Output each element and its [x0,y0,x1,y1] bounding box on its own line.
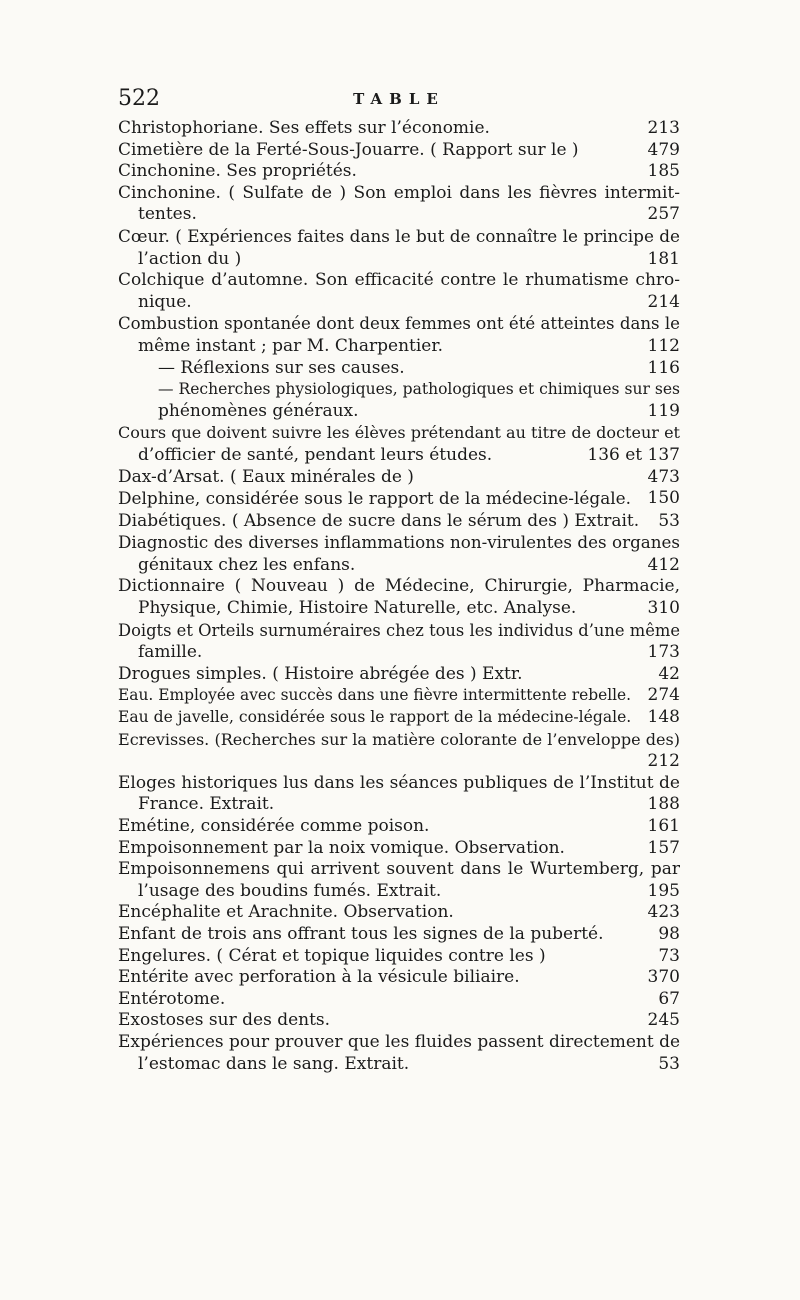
entry-line [118,204,680,226]
index-entry [118,773,680,816]
index-entry [118,313,680,357]
page-reference: 257 [647,204,680,225]
entry-line [118,751,680,773]
entry-line [118,838,680,860]
index-entry [118,183,680,226]
index-entry [118,270,680,313]
entry-text: Eau. Employée avec succès dans une fièvre intermittente rebelle. [118,686,632,705]
entry-text: Engelures. ( Cérat et topique liquides contre les ) [118,945,546,966]
index-entry [118,422,680,466]
entry-text: Physique, Chimie, Histoire Naturelle, etc. Analyse. [138,598,577,619]
entry-text: — Recherches physiologiques, pathologiques et chimiques sur ses [158,380,680,399]
index-entry [118,946,680,968]
page-reference: 53 [658,510,680,531]
entry-line [118,313,680,336]
entry-line [118,140,680,162]
entry-text: Cinchonine. ( Sulfate de ) Son emploi dans les fièvres intermit- [118,182,680,203]
entry-line [118,488,680,511]
entry-text: l’action du ) [138,248,242,269]
entry-line [118,967,680,989]
entry-text: Expériences pour prouver que les fluides passent directement de [118,1031,680,1052]
entry-text: Emétine, considérée comme poison. [118,816,430,836]
page-number: 522 [118,86,160,111]
entry-text: Colchique d’automne. Son efficacité contre le rhumatisme chro- [118,270,680,291]
page-reference: 213 [647,118,680,138]
entry-text: Cimetière de la Ferté-Sous-Jouarre. ( Rapport sur le ) [118,139,579,160]
page-reference: 98 [658,923,680,944]
entry-line [118,924,680,946]
entry-line [118,336,680,358]
page-reference: 195 [647,880,680,901]
index-entry [118,707,680,729]
entry-text: tentes. [138,204,197,225]
page-reference: 181 [647,248,680,269]
entry-line [118,946,680,968]
page-reference: 479 [647,139,680,160]
entry-line [118,467,680,489]
entry-line [118,183,680,205]
page-reference: 245 [647,1010,680,1031]
entry-line [118,794,680,816]
entry-text: d’officier de santé, pendant leurs études. [138,444,493,465]
index-entries [118,118,680,1075]
entry-text: nique. [138,291,192,312]
entry-line [118,161,680,183]
index-entry [118,488,680,511]
entry-text: Dictionnaire ( Nouveau ) de Médecine, Chirurgie, Pharmacie, [118,576,680,597]
entry-text: Empoisonnemens qui arrivent souvent dans le Wurtemberg, par [118,859,680,880]
page-reference: 161 [647,816,680,836]
entry-text: l’estomac dans le sang. Extrait. [138,1053,410,1074]
entry-text: Doigts et Orteils surnuméraires chez tous les individus d’une même [118,620,680,640]
page-reference: 185 [647,161,680,182]
entry-text: Entérotome. [118,988,226,1009]
index-entry [118,118,680,140]
entry-text: Diabétiques. ( Absence de sucre dans le sérum des ) Extrait. [118,510,640,531]
entry-line [118,859,680,881]
page-reference: 473 [647,466,680,487]
entry-line [118,270,680,292]
entry-line [118,118,680,140]
entry-line [118,401,680,423]
entry-text: Dax-d’Arsat. ( Eaux minérales de ) [118,466,414,487]
page-reference: 412 [647,554,680,575]
index-entry [118,924,680,946]
entry-line [118,685,680,707]
page-reference: 188 [647,794,680,815]
entry-text: Eloges historiques lus dans les séances publiques de l’Institut de [118,772,680,793]
page-reference: 67 [658,988,680,1009]
entry-text: Cinchonine. Ses propriétés. [118,161,357,182]
entry-line [118,707,680,729]
index-entry [118,1032,680,1075]
page-reference: 136 et 137 [587,444,680,465]
page-reference: 53 [658,1053,680,1074]
index-entry [118,379,680,422]
page-reference: 157 [647,837,680,858]
page-reference: 212 [647,751,680,772]
index-entry [118,1010,680,1032]
entry-text: Cours que doivent suivre les élèves prétendant au titre de docteur et [118,423,680,443]
entry-text: Christophoriane. Ses effets sur l’économie. [118,118,490,138]
entry-line [118,620,680,643]
entry-line [118,422,680,445]
entry-line [118,358,680,380]
entry-text: l’usage des boudins fumés. Extrait. [138,880,442,901]
index-entry [118,532,680,576]
entry-text: Combustion spontanée dont deux femmes ont été atteintes dans le [118,314,680,334]
entry-line [118,989,680,1011]
page-reference: 119 [647,400,680,421]
index-entry [118,664,680,686]
entry-line [118,881,680,903]
page-reference: 42 [658,663,680,684]
entry-line [118,664,680,686]
entry-text: Eau de javelle, considérée sous le rapport de la médecine-légale. [118,708,632,727]
running-title: TABLE [353,90,445,108]
page-reference: 112 [647,335,680,356]
page-reference: 73 [658,945,680,966]
page-reference: 148 [647,707,680,728]
entry-line [118,249,680,271]
entry-line [118,816,680,838]
entry-text: Empoisonnement par la noix vomique. Observation. [118,837,565,858]
index-entry [118,226,680,270]
entry-text: génitaux chez les enfans. [138,554,356,575]
entry-line [118,773,680,795]
page-reference: 150 [647,488,680,509]
page-reference: 370 [647,967,680,988]
page-reference: 310 [647,598,680,619]
entry-line [118,642,680,664]
index-entry [118,816,680,838]
entry-line [118,292,680,314]
entry-text: phénomènes généraux. [158,400,359,421]
index-entry [118,511,680,533]
index-entry [118,620,680,664]
entry-line [118,1032,680,1054]
index-entry [118,576,680,619]
index-entry [118,467,680,489]
entry-text: Exostoses sur des dents. [118,1010,331,1031]
index-entry [118,729,680,773]
entry-line [118,1054,680,1076]
index-entry [118,838,680,860]
entry-line [118,576,680,598]
entry-line [118,511,680,533]
entry-line [118,379,680,401]
entry-line [118,598,680,620]
entry-text: Delphine, considérée sous le rapport de la médecine-légale. [118,488,632,509]
entry-line [118,902,680,924]
page-reference: 173 [647,642,680,663]
entry-line [118,532,680,555]
index-entry [118,967,680,989]
entry-text: Entérite avec perforation à la vésicule biliaire. [118,967,520,988]
entry-text: France. Extrait. [138,794,275,815]
page-reference: 274 [647,685,680,706]
entry-text: même instant ; par M. Charpentier. [138,335,444,356]
entry-text: famille. [138,642,203,663]
index-entry [118,859,680,902]
entry-text: Enfant de trois ans offrant tous les signes de la puberté. [118,923,604,944]
entry-line [118,729,680,752]
entry-line [118,445,680,467]
index-entry [118,685,680,707]
entry-text: — Réflexions sur ses causes. [158,357,405,378]
page-reference: 116 [647,357,680,378]
entry-text: Encéphalite et Arachnite. Observation. [118,902,454,923]
index-entry [118,902,680,924]
entry-line [118,555,680,577]
page-reference: 214 [647,291,680,312]
entry-text: Diagnostic des diverses inflammations non-virulentes des organes [118,532,680,553]
entry-line [118,1010,680,1032]
page-header [118,86,680,116]
entry-text: Cœur. ( Expériences faites dans le but de connaître le principe de [118,225,680,246]
index-entry [118,161,680,183]
index-entry [118,989,680,1011]
index-entry [118,358,680,380]
index-entry [118,140,680,162]
page-reference: 423 [647,902,680,923]
entry-text: Ecrevisses. (Recherches sur la matière colorante de l’enveloppe des) [118,729,680,749]
entry-text: Drogues simples. ( Histoire abrégée des ) Extr. [118,663,523,684]
entry-line [118,226,680,249]
